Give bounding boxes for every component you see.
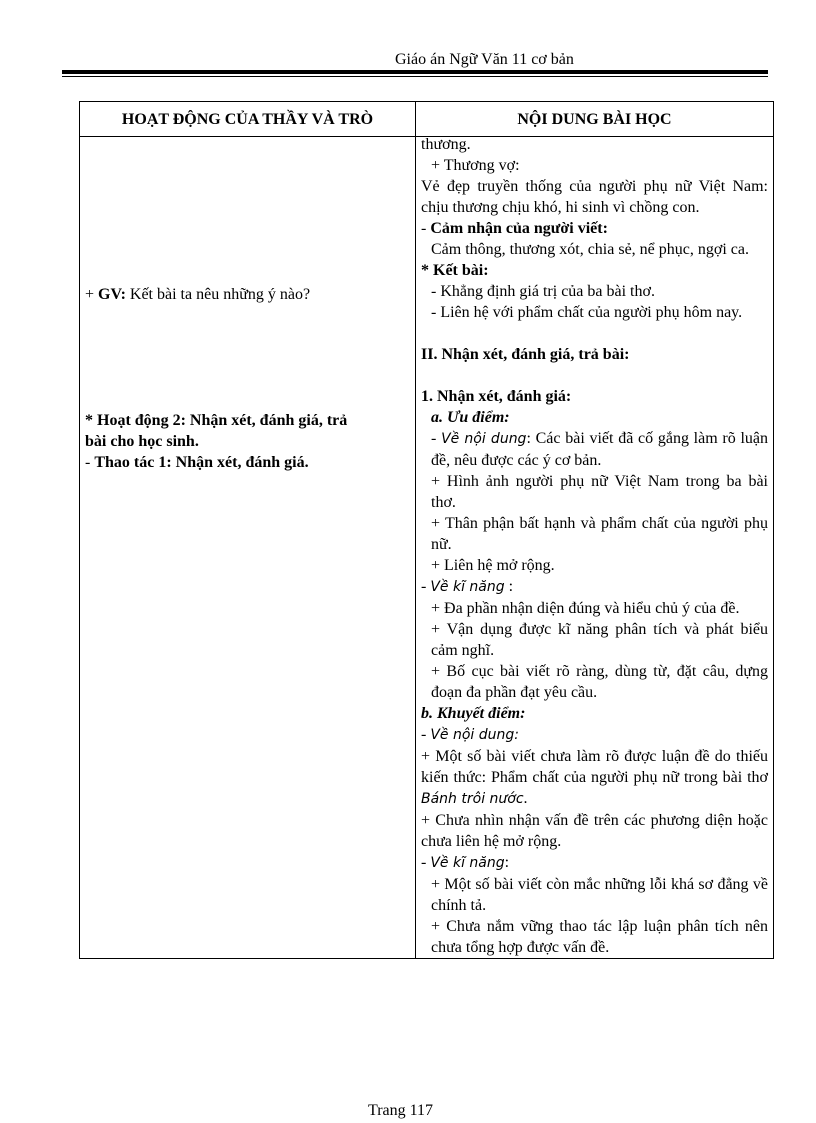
content-paragraph: - Về nội dung: Các bài viết đã cố gắng làm rõ luận đề, nêu được các ý cơ bản. <box>431 430 769 469</box>
col-header-content: NỘI DUNG BÀI HỌC <box>416 102 774 137</box>
subsection-1-heading: 1. Nhận xét, đánh giá: <box>421 388 572 405</box>
lesson-table <box>79 101 774 959</box>
content-heading: - Cảm nhận của người viết: <box>421 220 608 237</box>
content-line: + Thương vợ: <box>431 157 520 174</box>
section-2-heading: II. Nhận xét, đánh giá, trả bài: <box>421 346 630 363</box>
content-line: - Khẳng định giá trị của ba bài thơ. <box>431 283 655 300</box>
content-line: + Liên hệ mở rộng. <box>431 557 555 574</box>
content-paragraph: + Vận dụng được kĩ năng phân tích và phát biểu cảm nghĩ. <box>431 621 768 659</box>
content-line: - Về kĩ năng : <box>421 578 514 595</box>
content-paragraph: - Liên hệ với phẩm chất của người phụ hôm nay. <box>431 304 743 321</box>
content-paragraph: + Thân phận bất hạnh và phẩm chất của người phụ nữ. <box>431 515 768 553</box>
content-paragraph: + Một số bài viết còn mắc những lỗi khá sơ đẳng về chính tả. <box>431 876 768 914</box>
table-body-row <box>80 137 774 959</box>
table-header-row <box>80 102 774 137</box>
content-paragraph: + Đa phần nhận diện đúng và hiểu chủ ý của đề. <box>431 600 740 617</box>
content-paragraph: + Chưa nắm vững thao tác lập luận phân tích nên chưa tổng hợp được vấn đề. <box>431 918 768 956</box>
strengths-heading: a. Ưu điểm: <box>431 409 510 426</box>
gv-question: + GV: Kết bài ta nêu những ý nào? <box>85 286 311 303</box>
content-cell <box>416 137 774 959</box>
activity-2-line2: bài cho học sinh. <box>85 433 199 450</box>
content-line: - Về kĩ năng: <box>421 854 510 871</box>
content-paragraph: + Hình ảnh người phụ nữ Việt Nam trong ba bài thơ. <box>431 473 768 511</box>
col-header-activities: HOẠT ĐỘNG CỦA THẦY VÀ TRÒ <box>80 102 416 137</box>
weaknesses-heading: b. Khuyết điểm: <box>421 705 526 722</box>
content-line: - Về nội dung: <box>421 726 519 743</box>
content-paragraph: Cảm thông, thương xót, chia sẻ, nể phục, ngợi ca. <box>431 241 749 258</box>
content-paragraph: + Một số bài viết chưa làm rõ được luận đề do thiếu kiến thức: Phẩm chất của người phụ nữ trong bài thơ Bánh trôi nước. <box>421 748 768 807</box>
header-rule-thick <box>62 70 768 74</box>
content-paragraph: + Chưa nhìn nhận vấn đề trên các phương diện hoặc chưa liên hệ mở rộng. <box>421 812 768 850</box>
header-rule-thin <box>62 76 768 77</box>
content-heading: * Kết bài: <box>421 262 489 279</box>
page-number: Trang 117 <box>368 1102 434 1119</box>
activities-cell <box>80 137 416 959</box>
content-paragraph: + Bố cục bài viết rõ ràng, dùng từ, đặt câu, dựng đoạn đa phần đạt yêu cầu. <box>431 663 768 701</box>
activity-2-line1: * Hoạt động 2: Nhận xét, đánh giá, trả <box>85 412 348 429</box>
task-1: - Thao tác 1: Nhận xét, đánh giá. <box>85 454 309 471</box>
page-header-title: Giáo án Ngữ Văn 11 cơ bản <box>395 51 574 68</box>
content-line: thương. <box>421 136 471 153</box>
content-paragraph: Vẻ đẹp truyền thống của người phụ nữ Việt Nam: chịu thương chịu khó, hi sinh vì chồng con. <box>421 178 768 216</box>
